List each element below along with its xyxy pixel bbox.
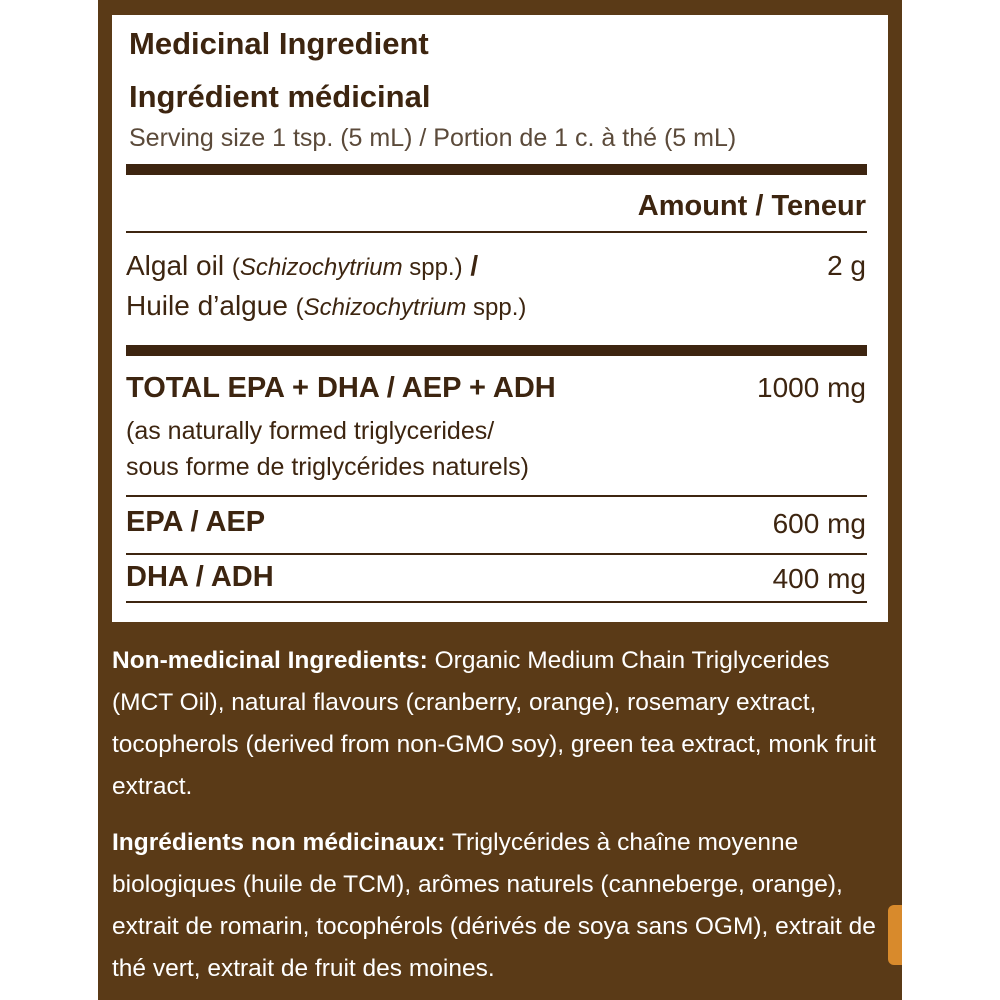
epa-label: EPA / AEP <box>126 506 266 538</box>
algal-oil-name-fr: Huile d’algue <box>126 290 288 321</box>
algal-oil-english <box>126 249 478 285</box>
non-medicinal-label-fr: Ingrédients non médicinaux: <box>112 829 446 856</box>
algal-oil-french <box>126 289 526 325</box>
species-italic: Schizochytrium <box>239 254 403 281</box>
heading-french: Ingrédient médicinal <box>129 79 431 114</box>
slash: / <box>462 250 479 281</box>
thin-divider-2 <box>126 495 867 497</box>
thick-divider <box>126 164 867 175</box>
non-medicinal-text-en: Organic Medium Chain Triglycerides (MCT Oil), natural flavours (cranberry, orange), rosemary extract, tocopherols (derived from non-GMO soy), green tea extract, monk fruit extract. <box>112 647 876 800</box>
paren-open: ( <box>231 254 240 281</box>
paren-open-fr: ( <box>295 294 304 321</box>
non-medicinal-ingredients-english <box>112 640 892 808</box>
thin-divider-3 <box>126 553 867 555</box>
heading-english: Medicinal Ingredient <box>129 26 429 61</box>
non-medicinal-label-en: Non-medicinal Ingredients: <box>112 647 428 674</box>
amount-header: Amount / Teneur <box>637 190 866 222</box>
total-epa-dha-label: TOTAL EPA + DHA / AEP + ADH <box>126 372 556 404</box>
non-medicinal-ingredients-french <box>112 822 892 990</box>
serving-size: Serving size 1 tsp. (5 mL) / Portion de 1 c. à thé (5 mL) <box>129 124 737 152</box>
non-medicinal-text-fr: Triglycérides à chaîne moyenne biologiques (huile de TCM), arômes naturels (canneberge, orange), extrait de romarin, tocophérols (dérivés de soya sans OGM), extrait de thé vert, extrait de fruit des moines. <box>112 829 876 982</box>
thin-divider-4 <box>126 601 867 603</box>
total-note-line2: sous forme de triglycérides naturels) <box>126 453 529 481</box>
total-note-line1: (as naturally formed triglycerides/ <box>126 417 495 445</box>
total-epa-dha-amount: 1000 mg <box>757 372 866 403</box>
thin-divider <box>126 231 867 233</box>
algal-oil-amount: 2 g <box>827 250 866 281</box>
dha-amount: 400 mg <box>772 563 866 594</box>
dha-label: DHA / ADH <box>126 561 274 593</box>
species-suffix-fr: spp.) <box>466 294 527 321</box>
medicinal-ingredient-panel <box>112 15 888 622</box>
species-suffix: spp.) <box>402 254 463 281</box>
species-italic-fr: Schizochytrium <box>303 294 467 321</box>
algal-oil-name: Algal oil <box>126 250 225 281</box>
thick-divider-2 <box>126 345 867 356</box>
epa-amount: 600 mg <box>772 508 866 539</box>
